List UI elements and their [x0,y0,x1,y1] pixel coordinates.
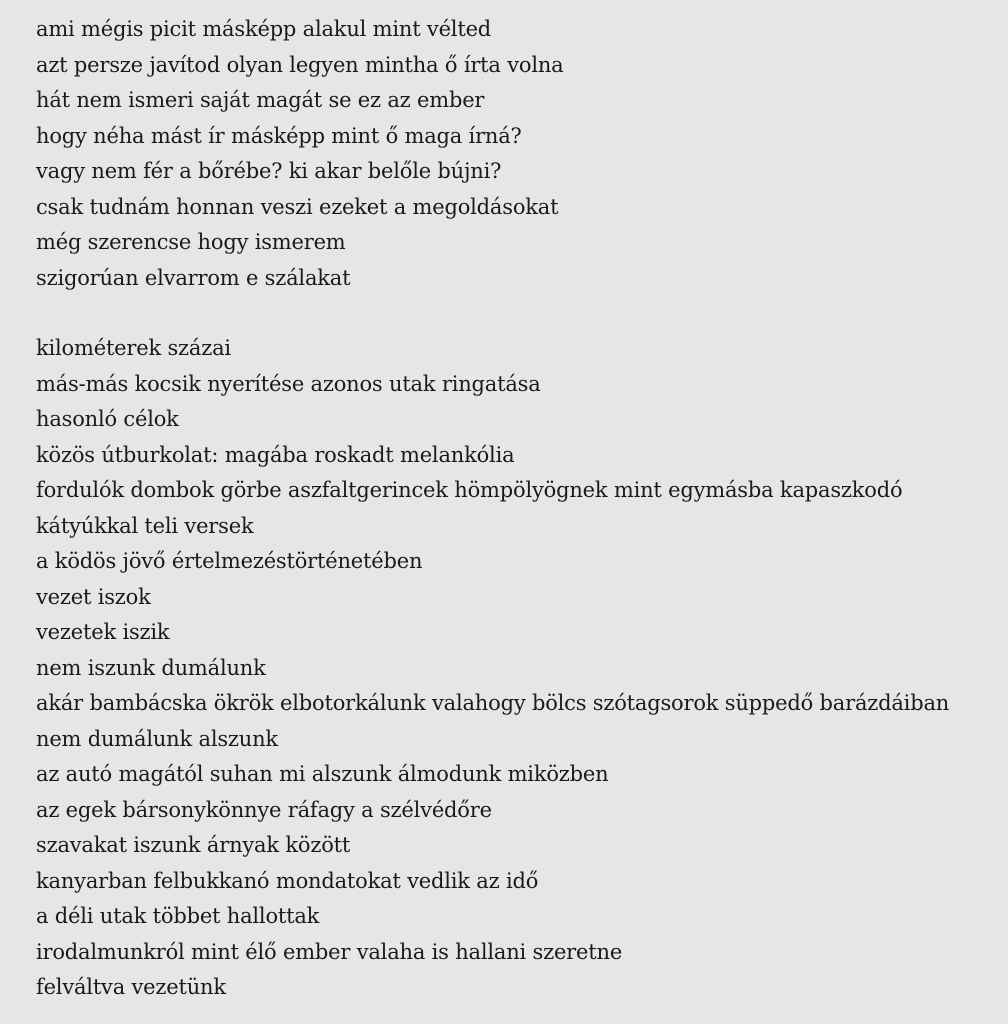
stanza-1 [36,12,1008,296]
poem-line: szavakat iszunk árnyak között [36,833,351,857]
poem-line: közös útburkolat: magába roskadt melankólia [36,442,515,467]
poem-line: vagy nem fér a bőrébe? ki akar belőle bújni? [36,159,502,183]
poem-line: az autó magától suhan mi alszunk álmodunk miközben [36,762,609,786]
stanza-2 [36,331,1008,1006]
poem-line: kilométerek százai [36,336,231,360]
poem-line: felváltva vezetünk [36,975,226,999]
poem-line: még szerencse hogy ismerem [36,230,346,254]
poem-line: ami mégis picit másképp alakul mint vélted [36,17,492,41]
poem-line: hát nem ismeri saját magát se ez az ember [36,88,485,112]
poem-line: hasonló célok [36,407,179,431]
poem-line: csak tudnám honnan veszi ezeket a megoldásokat [36,194,559,219]
poem-line: más-más kocsik nyerítése azonos utak ringatása [36,371,541,396]
poem-line: nem dumálunk alszunk [36,726,278,751]
poem-line: akár bambácska ökrök elbotorkálunk valahogy bölcs szótagsorok süppedő barázdáiban [36,691,950,715]
poem-line: vezetek iszik [36,620,170,644]
poem-line: a ködös jövő értelmezéstörténetében [36,549,423,573]
poem-line: szigorúan elvarrom e szálakat [36,265,351,290]
poem-line: kanyarban felbukkanó mondatokat vedlik az idő [36,868,539,893]
poem-line: kátyúkkal teli versek [36,513,254,538]
poem-line: irodalmunkról mint élő ember valaha is hallani szeretne [36,939,623,964]
poem-line: az egek bársonykönnye ráfagy a szélvédőre [36,797,492,822]
poem-line: azt persze javítod olyan legyen mintha ő írta volna [36,52,564,77]
poem-line: fordulók dombok görbe aszfaltgerincek hömpölyögnek mint egymásba kapaszkodó [36,478,903,502]
poem-line: hogy néha mást ír másképp mint ő maga írná? [36,123,522,148]
poem-line: nem iszunk dumálunk [36,655,266,680]
poem-line: a déli utak többet hallottak [36,904,320,928]
poem-line: vezet iszok [36,584,151,609]
